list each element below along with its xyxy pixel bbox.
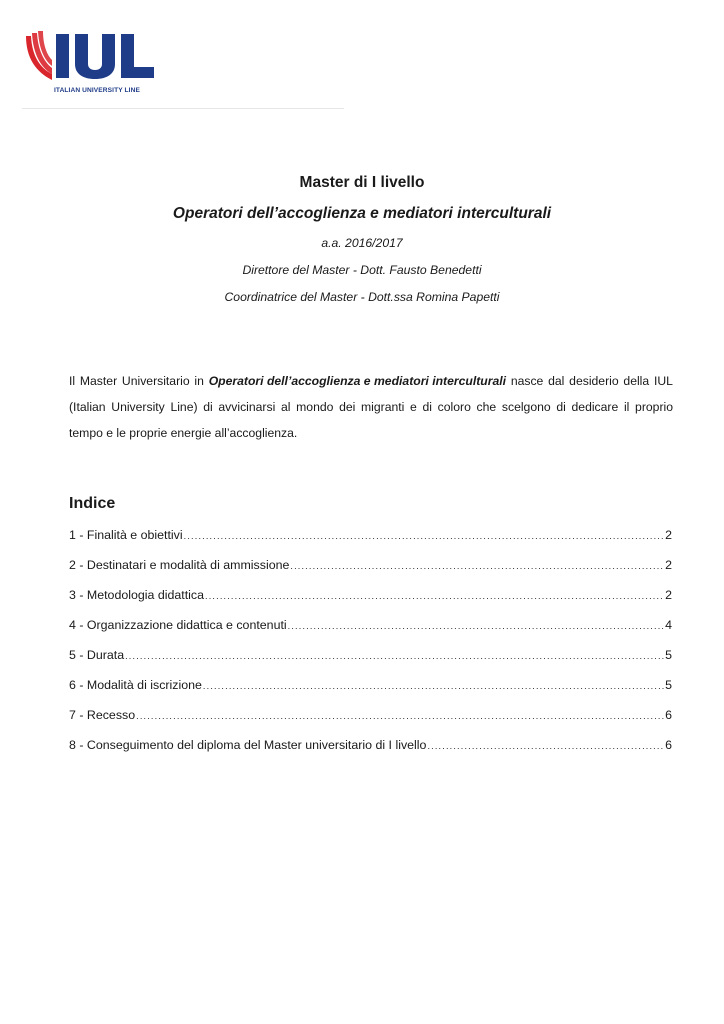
- intro-word: di: [203, 400, 213, 414]
- toc-entry-label: 2 - Destinatari e modalità di ammissione: [69, 558, 290, 572]
- intro-word: Il: [69, 374, 76, 388]
- master-name-title: Operatori dell’accoglienza e mediatori interculturali: [172, 205, 552, 222]
- coordinator-line: Coordinatrice del Master - Dott.ssa Romina Papetti: [224, 290, 500, 304]
- intro-word: avvicinarsi: [218, 400, 276, 414]
- intro-line-3: [69, 420, 673, 446]
- toc-entry[interactable]: [69, 708, 672, 738]
- toc-dot-leader: [125, 651, 664, 661]
- toc-dot-leader: [288, 621, 664, 631]
- intro-word: al: [280, 400, 291, 414]
- toc-entry-label: 4 - Organizzazione didattica e contenuti: [69, 618, 287, 632]
- intro-word: dei: [339, 400, 356, 414]
- master-level-title: Master di I livello: [299, 174, 425, 191]
- toc-entry-page: 2: [665, 558, 672, 572]
- intro-word: in: [194, 374, 204, 388]
- intro-paragraph: [69, 368, 673, 446]
- toc-dot-leader: [184, 531, 664, 541]
- toc-entry[interactable]: [69, 648, 672, 678]
- intro-word: nasce: [510, 374, 544, 388]
- intro-word: Line): [170, 400, 198, 414]
- toc-entry-page: 2: [665, 588, 672, 602]
- intro-word: dal: [548, 374, 565, 388]
- intro-word: scelgono: [501, 400, 551, 414]
- toc-entry-page: 4: [665, 618, 672, 632]
- toc-dot-leader: [205, 591, 664, 601]
- toc-entry-label: 5 - Durata: [69, 648, 125, 662]
- toc-dot-leader: [427, 741, 664, 751]
- intro-word: Universitario: [121, 374, 190, 388]
- index-heading: Indice: [69, 495, 116, 512]
- header-divider: [22, 108, 344, 109]
- table-of-contents: [69, 528, 672, 768]
- toc-entry-page: 6: [665, 738, 672, 752]
- intro-word: il: [623, 400, 630, 414]
- toc-entry-label: 1 - Finalità e obiettivi: [69, 528, 183, 542]
- toc-entry[interactable]: [69, 738, 672, 768]
- toc-entry-label: 3 - Metodologia didattica: [69, 588, 205, 602]
- intro-master-name: Operatori dell’accoglienza e mediatori interculturali: [208, 374, 507, 388]
- intro-line-2: [69, 394, 673, 420]
- intro-word: University: [111, 400, 165, 414]
- intro-word: (Italian: [69, 400, 106, 414]
- toc-entry[interactable]: [69, 678, 672, 708]
- intro-word: migranti: [361, 400, 405, 414]
- toc-entry[interactable]: [69, 588, 672, 618]
- intro-word: che: [476, 400, 497, 414]
- toc-dot-leader: [136, 711, 664, 721]
- intro-word: di: [556, 400, 566, 414]
- intro-word: Master: [79, 374, 118, 388]
- logo-subtitle: ITALIAN UNIVERSITY LINE: [54, 87, 140, 94]
- iul-logo-mark: [22, 28, 172, 88]
- toc-entry[interactable]: [69, 618, 672, 648]
- intro-word: coloro: [437, 400, 471, 414]
- director-line: Direttore del Master - Dott. Fausto Benedetti: [242, 263, 482, 277]
- academic-year: a.a. 2016/2017: [321, 236, 403, 250]
- intro-word: e: [410, 400, 417, 414]
- intro-word: desiderio: [569, 374, 619, 388]
- intro-word: mondo: [296, 400, 334, 414]
- intro-word: proprio: [635, 400, 673, 414]
- toc-dot-leader: [203, 681, 664, 691]
- toc-entry-label: 6 - Modalità di iscrizione: [69, 678, 202, 692]
- book-pages-icon: [26, 31, 52, 80]
- toc-entry-page: 6: [665, 708, 672, 722]
- intro-word: di: [422, 400, 432, 414]
- toc-entry-page: 5: [665, 678, 672, 692]
- intro-word: IUL: [653, 374, 673, 388]
- toc-entry-label: 8 - Conseguimento del diploma del Master universitario di I livello: [69, 738, 427, 752]
- toc-entry-page: 5: [665, 648, 672, 662]
- toc-entry[interactable]: [69, 528, 672, 558]
- intro-word: dedicare: [571, 400, 619, 414]
- toc-entry-label: 7 - Recesso: [69, 708, 136, 722]
- toc-entry-page: 2: [665, 528, 672, 542]
- intro-word: della: [623, 374, 650, 388]
- iul-logo: [22, 28, 172, 100]
- toc-entry[interactable]: [69, 558, 672, 588]
- toc-dot-leader: [290, 561, 664, 571]
- intro-text: tempo e le proprie energie all’accoglienza.: [69, 426, 298, 440]
- intro-line-1: [69, 368, 673, 394]
